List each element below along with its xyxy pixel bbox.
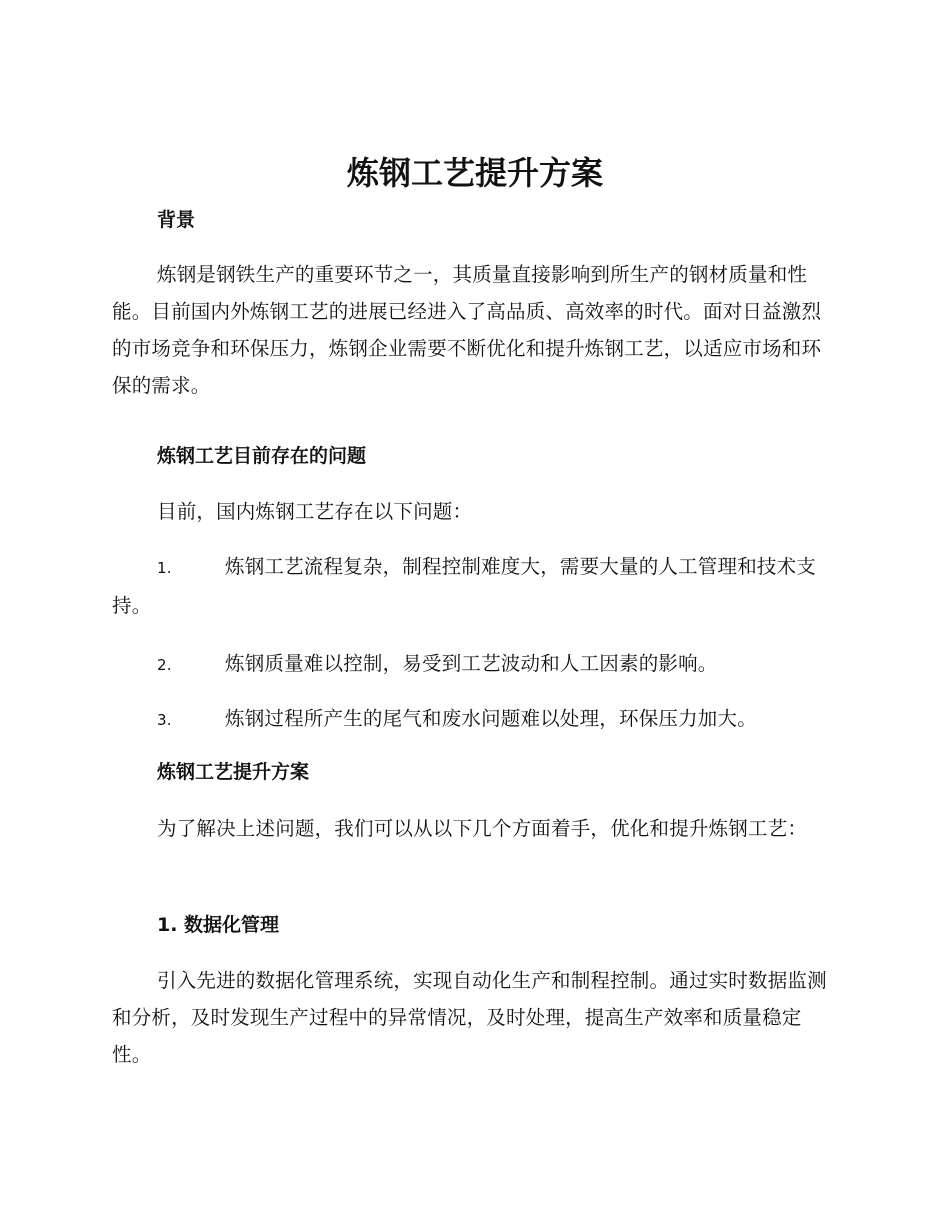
list-item-text: 炼钢工艺流程复杂，制程控制难度大，需要大量的人工管理和技术支持。 (112, 555, 817, 617)
list-item-problem-1 (112, 548, 834, 624)
paragraph-plan-intro: 为了解决上述问题，我们可以从以下几个方面着手，优化和提升炼钢工艺： (157, 817, 808, 840)
list-item-text: 炼钢质量难以控制，易受到工艺波动和人工因素的影响。 (225, 652, 718, 675)
document-title: 炼钢工艺提升方案 (346, 154, 603, 192)
list-number: 3. (157, 711, 172, 729)
paragraph-background: 炼钢是钢铁生产的重要环节之一，其质量直接影响到所生产的钢材质量和性能。目前国内外炼钢工艺的进展已经进入了高品质、高效率的时代。面对日益激烈的市场竞争和环保压力，炼钢企业需要不断优化和提升炼钢工艺，以适应市场和环保的需求。 (112, 263, 822, 397)
paragraph-problems-intro: 目前，国内炼钢工艺存在以下问题： (157, 500, 473, 523)
paragraph-data-management: 引入先进的数据化管理系统，实现自动化生产和制程控制。通过实时数据监测和分析，及时发现生产过程中的异常情况，及时处理，提高生产效率和质量稳定性。 (112, 969, 827, 1066)
subsection-heading-data-management: 1. 数据化管理 (157, 914, 280, 936)
list-number: 2. (157, 656, 172, 674)
section-heading-plan: 炼钢工艺提升方案 (157, 761, 310, 783)
list-number: 1. (157, 559, 172, 577)
list-item-problem-3 (112, 700, 834, 739)
list-item-text: 炼钢过程所产生的尾气和废水问题难以处理，环保压力加大。 (225, 707, 757, 730)
list-item-problem-2 (112, 645, 834, 684)
section-heading-problems: 炼钢工艺目前存在的问题 (157, 445, 367, 467)
section-heading-background: 背景 (157, 209, 196, 231)
